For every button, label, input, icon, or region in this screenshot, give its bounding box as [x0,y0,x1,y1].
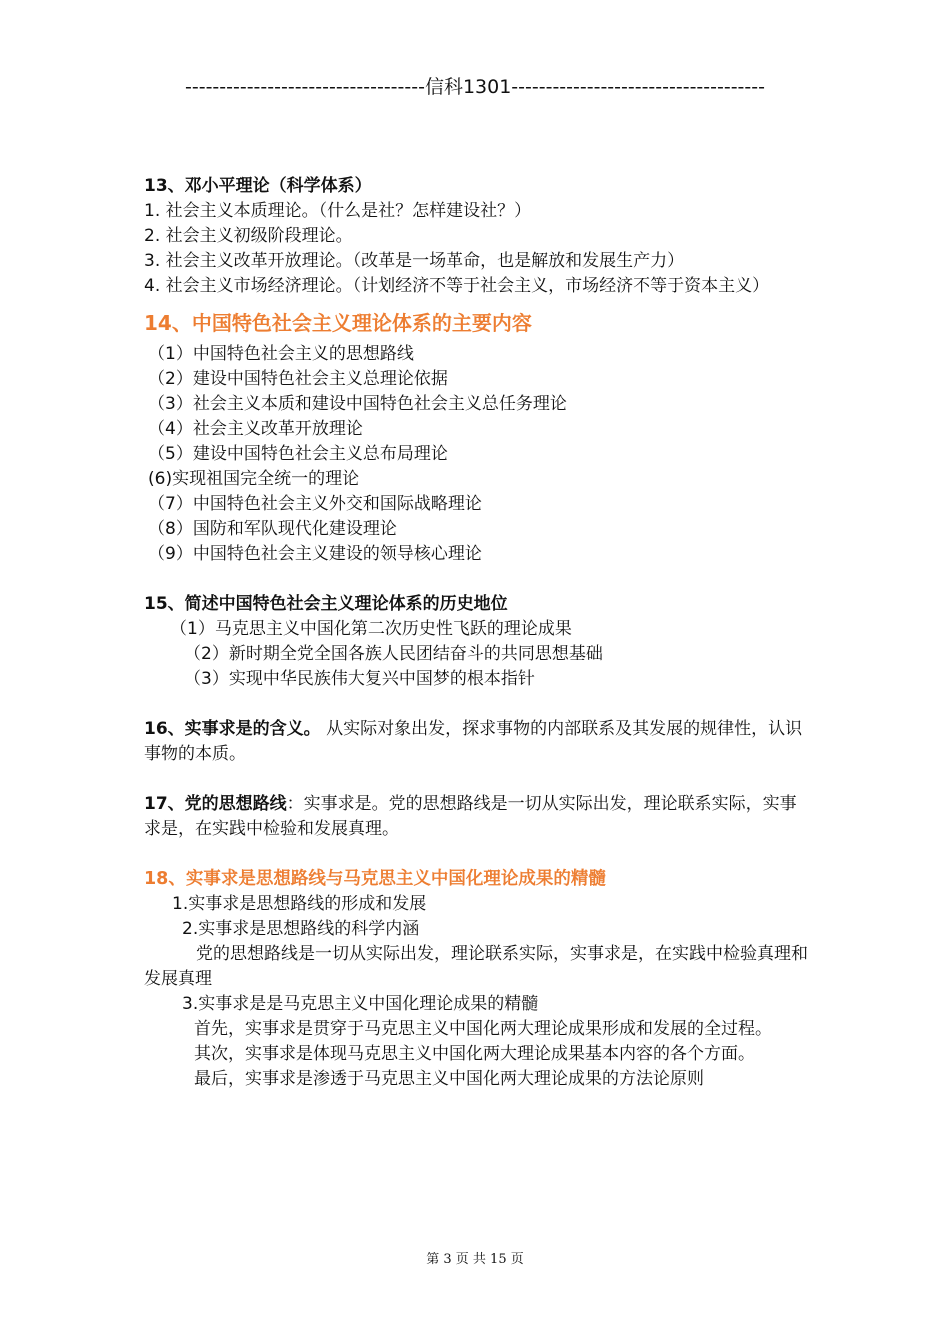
s13-item-3: 3. 社会主义改革开放理论。（改革是一场革命，也是解放和发展生产力） [144,251,685,271]
section-16 [144,717,809,767]
s18-paragraph-1: 首先，实事求是贯穿于马克思主义中国化两大理论成果形成和发展的全过程。 [194,1019,772,1039]
section-14-title: 14、中国特色社会主义理论体系的主要内容 [144,311,532,335]
section-17-text: ：实事求是。党的思想路线是一切从实际出发，理论联系实际，实事求是，在实践中检验和发展真理。 [144,794,797,839]
s15-item-2: （2）新时期全党全国各族人民团结奋斗的共同思想基础 [184,644,603,664]
s14-item-9: （9）中国特色社会主义建设的领导核心理论 [148,544,482,564]
s13-item-1: 1. 社会主义本质理论。（什么是社？怎样建设社？） [144,201,532,221]
page-header: -----------------------------------信科1301------------------------------------- [185,76,765,98]
section-15-title: 15、简述中国特色社会主义理论体系的历史地位 [144,594,508,614]
s18-paragraph-3: 最后，实事求是渗透于马克思主义中国化两大理论成果的方法论原则 [194,1069,704,1089]
section-18-title: 18、实事求是思想路线与马克思主义中国化理论成果的精髓 [144,869,606,889]
s14-item-2: （2）建设中国特色社会主义总理论依据 [148,369,448,389]
s14-item-8: （8）国防和军队现代化建设理论 [148,519,397,539]
s14-item-3: （3）社会主义本质和建设中国特色社会主义总任务理论 [148,394,567,414]
s14-item-7: （7）中国特色社会主义外交和国际战略理论 [148,494,482,514]
s18-item-1: 1.实事求是思想路线的形成和发展 [172,894,427,914]
s15-item-1: （1）马克思主义中国化第二次历史性飞跃的理论成果 [170,619,572,639]
section-13-title: 13、邓小平理论（科学体系） [144,176,372,196]
s18-paragraph-2: 其次，实事求是体现马克思主义中国化两大理论成果基本内容的各个方面。 [194,1044,755,1064]
section-17-title: 17、党的思想路线 [144,794,287,814]
s13-item-2: 2. 社会主义初级阶段理论。 [144,226,353,246]
s14-item-4: （4）社会主义改革开放理论 [148,419,363,439]
section-16-text: 从实际对象出发，探求事物的内部联系及其发展的规律性，认识事物的本质。 [144,719,803,764]
s14-item-6: (6)实现祖国完全统一的理论 [148,469,360,489]
document-body [144,174,809,1092]
s13-item-4: 4. 社会主义市场经济理论。（计划经济不等于社会主义，市场经济不等于资本主义） [144,276,770,296]
page-footer: 第 3 页 共 15 页 [426,1252,524,1267]
section-17 [144,792,809,842]
s14-item-1: （1）中国特色社会主义的思想路线 [148,344,414,364]
s18-item-3: 3.实事求是是马克思主义中国化理论成果的精髓 [182,994,539,1014]
section-16-title: 16、实事求是的含义。 [144,719,321,739]
s15-item-3: （3）实现中华民族伟大复兴中国梦的根本指针 [184,669,535,689]
s18-item-2-text: 党的思想路线是一切从实际出发，理论联系实际，实事求是，在实践中检验真理和发展真理 [144,944,808,989]
s14-item-5: （5）建设中国特色社会主义总布局理论 [148,444,448,464]
s18-item-2: 2.实事求是思想路线的科学内涵 [182,919,420,939]
